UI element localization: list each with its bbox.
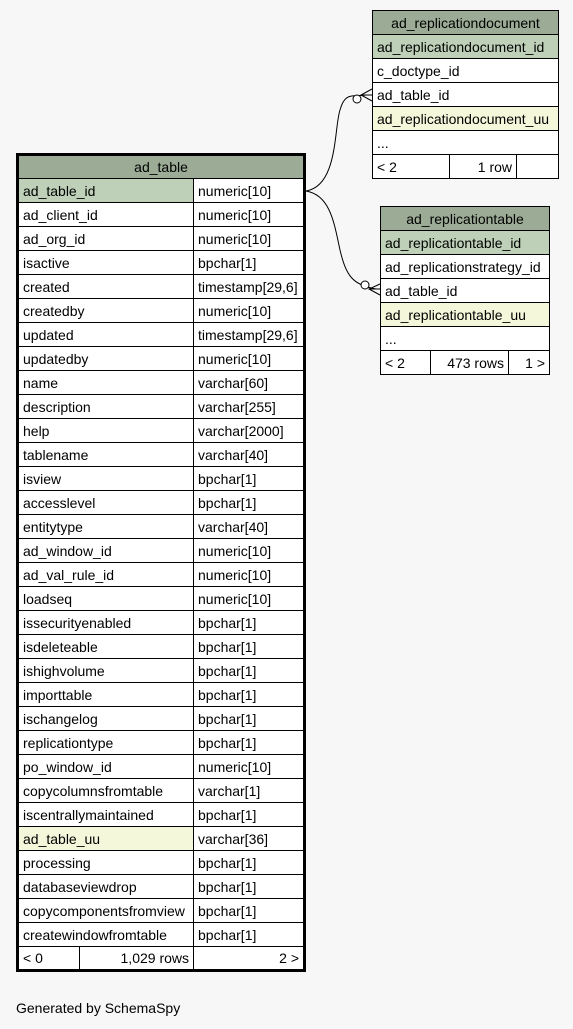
column-row[interactable]: [18, 611, 305, 635]
column-row[interactable]: [18, 659, 305, 683]
column-row[interactable]: [373, 107, 559, 131]
column-row[interactable]: [18, 851, 305, 875]
column-row[interactable]: [18, 587, 305, 611]
column-type: varchar[60]: [194, 371, 305, 395]
column-name: ad_org_id: [18, 227, 194, 251]
table-title[interactable]: ad_replicationtable: [381, 207, 550, 231]
column-name: importtable: [18, 683, 194, 707]
column-type: numeric[10]: [194, 587, 305, 611]
column-name: description: [18, 395, 194, 419]
column-name: isactive: [18, 251, 194, 275]
column-row[interactable]: [381, 327, 550, 351]
parents-count[interactable]: < 0: [18, 947, 80, 971]
column-type: varchar[255]: [194, 395, 305, 419]
column-name: ad_window_id: [18, 539, 194, 563]
column-row[interactable]: [18, 491, 305, 515]
children-count[interactable]: [517, 155, 559, 179]
column-row[interactable]: [18, 731, 305, 755]
column-name: ad_table_id: [381, 279, 550, 303]
column-type: bpchar[1]: [194, 467, 305, 491]
column-row[interactable]: [381, 231, 550, 255]
column-name: tablename: [18, 443, 194, 467]
column-row[interactable]: [381, 303, 550, 327]
column-name: ad_val_rule_id: [18, 563, 194, 587]
column-name: createdby: [18, 299, 194, 323]
column-row[interactable]: [18, 275, 305, 299]
column-row[interactable]: [18, 515, 305, 539]
column-type: numeric[10]: [194, 539, 305, 563]
column-type: bpchar[1]: [194, 251, 305, 275]
table-ad-replicationtable[interactable]: [380, 206, 550, 375]
edge-replicationdocument-marker: [353, 95, 361, 103]
edge-replicationtable-to-table: [306, 191, 376, 289]
column-row[interactable]: [18, 347, 305, 371]
column-name: copycomponentsfromview: [18, 899, 194, 923]
column-name: ad_table_uu: [18, 827, 194, 851]
column-type: numeric[10]: [194, 227, 305, 251]
row-count: 1 row: [450, 155, 517, 179]
column-row[interactable]: [18, 299, 305, 323]
column-name: ad_table_id: [18, 179, 194, 203]
column-name: replicationtype: [18, 731, 194, 755]
table-ad-table[interactable]: [16, 153, 306, 972]
column-name: loadseq: [18, 587, 194, 611]
column-name: ishighvolume: [18, 659, 194, 683]
column-row[interactable]: [18, 395, 305, 419]
column-name: po_window_id: [18, 755, 194, 779]
column-type: bpchar[1]: [194, 803, 305, 827]
column-name: ad_replicationdocument_uu: [373, 107, 559, 131]
column-row[interactable]: [18, 875, 305, 899]
generated-by-footer: Generated by SchemaSpy: [16, 1000, 181, 1016]
column-type: varchar[40]: [194, 515, 305, 539]
column-name: c_doctype_id: [373, 59, 559, 83]
column-type: bpchar[1]: [194, 707, 305, 731]
column-name: updatedby: [18, 347, 194, 371]
column-name: processing: [18, 851, 194, 875]
edge-replicationtable-marker: [361, 281, 369, 289]
column-name: ischangelog: [18, 707, 194, 731]
column-type: bpchar[1]: [194, 923, 305, 947]
column-name: ad_table_id: [373, 83, 559, 107]
column-type: bpchar[1]: [194, 731, 305, 755]
column-name: databaseviewdrop: [18, 875, 194, 899]
column-type: numeric[10]: [194, 203, 305, 227]
table-title[interactable]: ad_replicationdocument: [373, 11, 559, 35]
children-count[interactable]: 2 >: [194, 947, 305, 971]
column-row[interactable]: [18, 563, 305, 587]
column-row[interactable]: [18, 779, 305, 803]
column-name: ...: [381, 327, 550, 351]
column-row[interactable]: [18, 203, 305, 227]
column-row[interactable]: [18, 443, 305, 467]
column-row[interactable]: [373, 83, 559, 107]
column-name: isview: [18, 467, 194, 491]
children-count[interactable]: 1 >: [509, 351, 550, 375]
column-type: numeric[10]: [194, 563, 305, 587]
column-row[interactable]: [18, 803, 305, 827]
column-name: ad_replicationtable_id: [381, 231, 550, 255]
column-row[interactable]: [373, 35, 559, 59]
column-type: numeric[10]: [194, 755, 305, 779]
column-row[interactable]: [18, 635, 305, 659]
column-type: timestamp[29,6]: [194, 323, 305, 347]
column-name: issecurityenabled: [18, 611, 194, 635]
edge-replicationdocument-to-table: [306, 95, 366, 191]
column-row[interactable]: [381, 255, 550, 279]
column-type: varchar[40]: [194, 443, 305, 467]
column-type: bpchar[1]: [194, 611, 305, 635]
column-row[interactable]: [18, 755, 305, 779]
column-row[interactable]: [18, 179, 305, 203]
column-name: isdeleteable: [18, 635, 194, 659]
column-row[interactable]: [18, 419, 305, 443]
row-count: 1,029 rows: [80, 947, 194, 971]
column-row[interactable]: [18, 683, 305, 707]
column-name: help: [18, 419, 194, 443]
column-row[interactable]: [18, 827, 305, 851]
table-ad-replicationdocument[interactable]: [372, 10, 559, 179]
column-name: ...: [373, 131, 559, 155]
column-name: ad_client_id: [18, 203, 194, 227]
column-row[interactable]: [18, 227, 305, 251]
column-row[interactable]: [18, 539, 305, 563]
column-name: iscentrallymaintained: [18, 803, 194, 827]
column-row[interactable]: [18, 923, 305, 947]
column-type: bpchar[1]: [194, 683, 305, 707]
row-count: 473 rows: [431, 351, 509, 375]
parents-count[interactable]: < 2: [373, 155, 450, 179]
column-type: bpchar[1]: [194, 635, 305, 659]
column-row[interactable]: [373, 131, 559, 155]
column-type: bpchar[1]: [194, 851, 305, 875]
column-type: bpchar[1]: [194, 875, 305, 899]
column-row[interactable]: [18, 251, 305, 275]
column-name: created: [18, 275, 194, 299]
column-name: name: [18, 371, 194, 395]
column-type: bpchar[1]: [194, 899, 305, 923]
column-type: numeric[10]: [194, 347, 305, 371]
column-name: entitytype: [18, 515, 194, 539]
column-row[interactable]: [18, 899, 305, 923]
column-type: bpchar[1]: [194, 491, 305, 515]
column-type: bpchar[1]: [194, 659, 305, 683]
column-type: varchar[2000]: [194, 419, 305, 443]
column-name: ad_replicationtable_uu: [381, 303, 550, 327]
column-name: ad_replicationdocument_id: [373, 35, 559, 59]
column-row[interactable]: [381, 279, 550, 303]
column-name: updated: [18, 323, 194, 347]
column-name: createwindowfromtable: [18, 923, 194, 947]
column-row[interactable]: [18, 467, 305, 491]
crowfoot-replicationtable: [369, 284, 380, 295]
crowfoot-replicationdocument: [361, 89, 372, 101]
column-name: accesslevel: [18, 491, 194, 515]
column-row[interactable]: [373, 59, 559, 83]
column-type: timestamp[29,6]: [194, 275, 305, 299]
column-type: varchar[1]: [194, 779, 305, 803]
column-type: varchar[36]: [194, 827, 305, 851]
column-row[interactable]: [18, 371, 305, 395]
column-name: copycolumnsfromtable: [18, 779, 194, 803]
column-row[interactable]: [18, 323, 305, 347]
column-row[interactable]: [18, 707, 305, 731]
table-title[interactable]: ad_table: [18, 155, 305, 179]
parents-count[interactable]: < 2: [381, 351, 431, 375]
column-type: numeric[10]: [194, 179, 305, 203]
column-name: ad_replicationstrategy_id: [381, 255, 550, 279]
column-type: numeric[10]: [194, 299, 305, 323]
